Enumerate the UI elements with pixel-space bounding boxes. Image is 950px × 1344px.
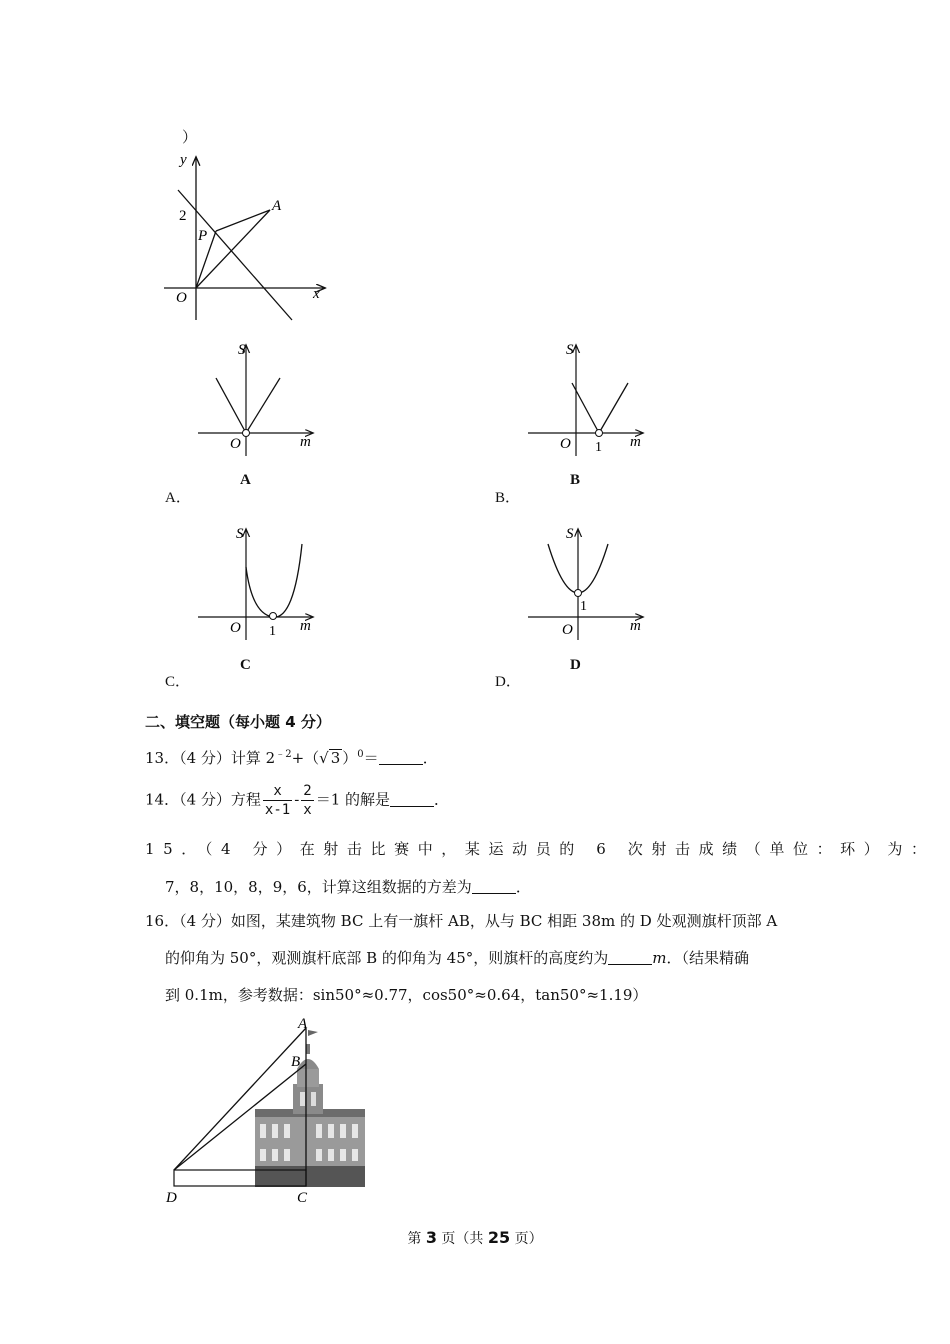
svg-text:m: m: [300, 434, 311, 450]
building-icon: [255, 1030, 365, 1187]
answer-blank-13[interactable]: [379, 750, 423, 765]
question-16-line-1: 16．（4 分）如图，某建筑物 BC 上有一旗杆 AB，从与 BC 相距 38m 的 D 处观测旗杆顶部 A: [145, 912, 778, 930]
fraction-2: $\frac{2}{x}$: [303, 783, 312, 818]
option-d-caption: D: [570, 657, 581, 673]
answer-blank-14[interactable]: [390, 792, 434, 807]
svg-text:m: m: [630, 618, 641, 634]
answer-blank-16[interactable]: [608, 950, 652, 965]
option-b-graph: [520, 338, 650, 463]
option-a-graph: [190, 338, 320, 463]
main-figure: [158, 150, 338, 325]
svg-text:O: O: [230, 620, 241, 636]
svg-text:O: O: [560, 436, 571, 452]
svg-text:m: m: [630, 434, 641, 450]
svg-text:1: 1: [595, 440, 602, 455]
svg-text:S: S: [238, 342, 246, 358]
svg-text:O: O: [230, 436, 241, 452]
option-b-caption: B: [570, 472, 581, 488]
axis-y-label: y: [180, 152, 187, 168]
svg-text:S: S: [566, 342, 574, 358]
option-d-graph: [520, 522, 650, 647]
option-c-graph: [190, 522, 320, 647]
axis-x-label: x: [313, 286, 320, 302]
section-heading: 二、填空题（每小题 4 分）: [145, 713, 331, 731]
question-16-line-3: 到 0.1m，参考数据：sin50°≈0.77，cos50°≈0.64，tan50°≈1.19）: [165, 986, 648, 1004]
fraction-1: $\frac{x}{x-1}$: [264, 783, 291, 818]
svg-text:m: m: [300, 618, 311, 634]
svg-text:D: D: [166, 1190, 177, 1206]
svg-text:O: O: [562, 622, 573, 638]
origin-label: O: [176, 290, 187, 306]
segment-oa: [196, 210, 270, 288]
option-b-tag: B．: [495, 490, 521, 506]
question-13: 13．（4 分）计算 $2^{﹣2}+(√$ 3 ）$^0$＝ ．: [145, 749, 438, 767]
question-15-line-2: 7，8，10，8，9，6，计算这组数据的方差为 ．: [165, 878, 531, 896]
point-a-label: A: [272, 198, 282, 214]
option-a-tag: A．: [165, 490, 191, 506]
page-footer: 第 3 页（共 25 页）: [407, 1228, 543, 1247]
building-figure: [160, 1014, 375, 1209]
svg-text:1: 1: [269, 624, 276, 639]
question-16-line-2: 的仰角为 50°，观测旗杆底部 B 的仰角为 45°，则旗杆的高度约为 m．（结果精确: [165, 949, 750, 967]
segment-pa: [216, 210, 270, 231]
svg-text:C: C: [297, 1190, 308, 1206]
svg-text:S: S: [236, 526, 244, 542]
option-c-caption: C: [240, 657, 251, 673]
point-p-label: P: [198, 228, 208, 244]
question-14: 14．（4 分）方程 $\frac{x}{x-1}$ - $\frac{2}{x}$ ＝1 的解是 ．: [145, 783, 450, 818]
tick-2-label: 2: [179, 208, 187, 224]
svg-text:1: 1: [580, 599, 587, 614]
svg-text:B: B: [291, 1054, 301, 1070]
svg-text:A: A: [298, 1016, 308, 1032]
answer-blank-15[interactable]: [472, 879, 516, 894]
question-15-line-1: 15．（4 分）在射击比赛中，某运动员的 6 次射击成绩（单位：环）为：: [145, 840, 935, 858]
option-d-tag: D．: [495, 674, 521, 690]
option-c-tag: C．: [165, 674, 191, 690]
svg-text:S: S: [566, 526, 574, 542]
option-a-caption: A: [240, 472, 251, 488]
previous-question-tail: ）: [182, 128, 198, 146]
